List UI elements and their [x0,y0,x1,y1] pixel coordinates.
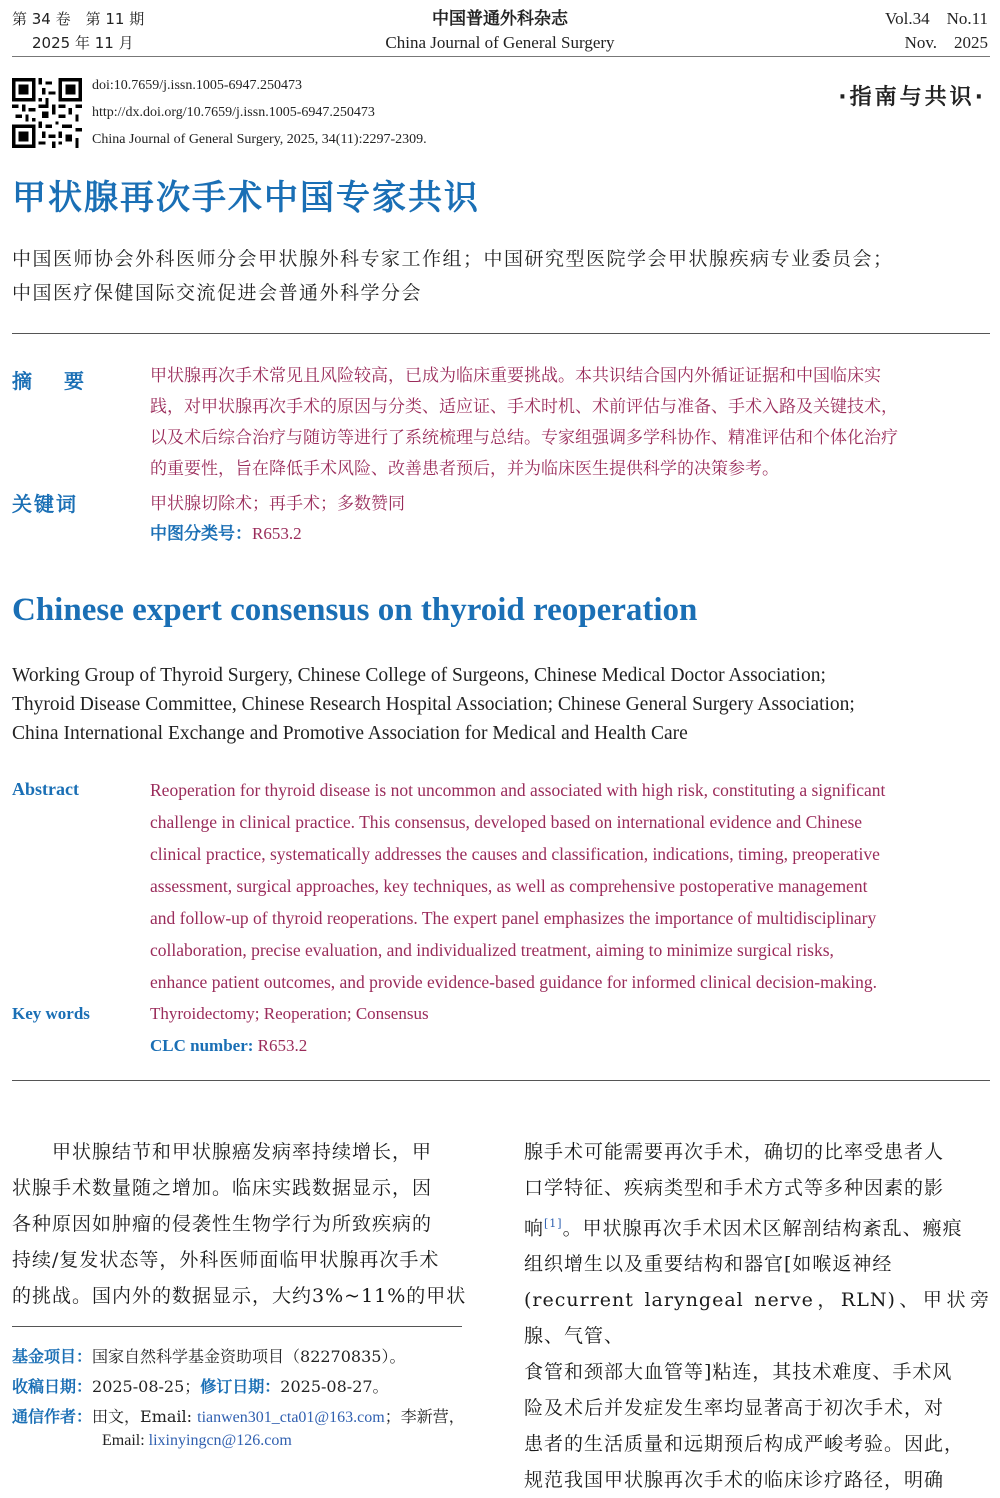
body-column-left [12,1134,478,1314]
doi-text: doi:10.7659/j.issn.1005-6947.250473 [92,78,303,93]
abstract-en-label: Abstract [12,779,79,799]
footnote-fund [12,1344,405,1367]
body-line: 甲状腺结节和甲状腺癌发病率持续增长，甲 [12,1141,433,1163]
body-line: 的挑战。国内外的数据显示，大约3%~11%的甲状 [12,1285,467,1307]
corr-sep: ；李新营， [384,1407,465,1426]
email-link-2[interactable]: lixinyingcn@126.com [148,1432,292,1449]
received-label: 收稿日期： [12,1377,93,1396]
abstract-en-line: clinical practice, systematically addresses the causes and classification, indications, timing, preoperative [150,844,880,864]
divider-top [12,333,990,334]
received-value: 2025-08-25； [92,1377,201,1396]
keywords-zh-value: 甲状腺切除术；再手术；多数赞同 [150,494,405,514]
fund-label: 基金项目： [12,1347,93,1366]
abstract-en-line: enhance patient outcomes, and provide evidence-based guidance for informed clinical decision-making. [150,972,877,992]
clc-zh [150,519,302,544]
authors-en-line2: Thyroid Disease Committee, Chinese Research Hospital Association; Chinese General Surgery Association; [12,694,855,715]
qr-code-icon [12,78,82,148]
abstract-en-line: challenge in clinical practice. This consensus, developed based on international evidence and Chinese [150,812,863,832]
email-prefix: Email: [102,1432,149,1449]
body-line: (recurrent laryngeal nerve，RLN)、甲状旁腺、气管、 [524,1289,990,1348]
body-line: 患者的生活质量和远期预后构成严峻考验。因此， [524,1433,965,1456]
body-line: 持续/复发状态等，外科医师面临甲状腺再次手术 [12,1249,440,1271]
keywords-en-value: Thyroidectomy; Reoperation; Consensus [150,1004,429,1023]
abstract-zh-line: 甲状腺再次手术常见且风险较高，已成为临床重要挑战。本共识结合国内外循证证据和中国临床实 [150,366,881,386]
abstract-en-line: assessment, surgical approaches, key techniques, as well as comprehensive postoperative management [150,876,868,896]
authors-en-line1: Working Group of Thyroid Surgery, Chinese College of Surgeons, Chinese Medical Doctor Association; [12,665,826,686]
clc-en-label: CLC number: [150,1036,254,1055]
clc-en-value: R653.2 [257,1036,308,1055]
header-journal-zh: 中国普通外科杂志 [432,9,568,29]
abstract-en-line: collaboration, precise evaluation, and individualized treatment, aiming to minimize surgical risks, [150,940,834,960]
body-line: 险及术后并发症发生率均显著高于初次手术，对 [524,1397,945,1420]
abstract-zh-body [150,361,990,485]
body-line: 口学特征、疾病类型和手术方式等多种因素的影 [524,1177,945,1199]
body-line: 腺手术可能需要再次手术，确切的比率受患者人 [524,1141,945,1163]
footnote-correspondence-2 [102,1430,292,1450]
header-month-year: Nov. 2025 [904,33,988,52]
revised-value: 2025-08-27。 [280,1377,389,1396]
body-line: 各种原因如肿瘤的侵袭性生物学行为所致疾病的 [12,1213,433,1235]
clc-zh-label: 中图分类号： [150,524,252,544]
clc-en [150,1036,307,1056]
footnote-rule [12,1326,462,1327]
body-line: 食管和颈部大血管等]粘连，其技术难度、手术风 [524,1361,953,1384]
abstract-zh-line: 的重要性，旨在降低手术风险、改善患者预后，并为临床医生提供科学的决策参考。 [150,459,779,479]
footnote-correspondence [12,1404,465,1427]
header-journal-en: China Journal of General Surgery [385,33,615,52]
abstract-zh-line: 践，对甲状腺再次手术的原因与分类、适应证、手术时机、术前评估与准备、手术入路及关键技术， [150,397,898,417]
title-zh: 甲状腺再次手术中国专家共识 [12,178,480,218]
clc-zh-value: R653.2 [252,524,302,543]
body-line: 状腺手术数量随之增加。临床实践数据显示，因 [12,1177,433,1199]
divider-bottom [12,1080,990,1081]
revised-label: 修订日期： [200,1377,281,1396]
authors-zh-line2: 中国医疗保健国际交流促进会普通外科学分会 [12,282,423,304]
header-volume-issue: 第 34 卷 第 11 期 [12,10,145,28]
body-line: 规范我国甲状腺再次手术的临床诊疗路径，明确 [524,1469,945,1492]
body-text: 响 [524,1217,545,1240]
authors-zh-line1: 中国医师协会外科医师分会甲状腺外科专家工作组；中国研究型医院学会甲状腺疾病专业委员会； [12,248,894,270]
header-date: 2025 年 11 月 [32,34,134,52]
body-line [524,1206,990,1246]
abstract-en-body [150,774,991,998]
body-line: 组织增生以及重要结构和器官[如喉返神经 [524,1253,893,1276]
header-rule [12,56,990,57]
reference-link[interactable]: [1] [544,1217,563,1230]
title-en: Chinese expert consensus on thyroid reoperation [12,592,698,628]
abstract-en-line: Reoperation for thyroid disease is not uncommon and associated with high risk, constituting a significant [150,780,886,800]
abstract-zh-line: 以及术后综合治疗与随访等进行了系统梳理与总结。专家组强调多学科协作、精准评估和个体化治疗 [150,428,898,448]
footnote-dates [12,1374,389,1397]
body-text: 。甲状腺再次手术因术区解剖结构紊乱、瘢痕 [562,1217,963,1240]
corr-label: 通信作者： [12,1407,93,1426]
keywords-zh-label: 关键词 [12,492,78,516]
authors-en-line3: China International Exchange and Promotive Association for Medical and Health Care [12,723,688,744]
doi-url-link[interactable]: http://dx.doi.org/10.7659/j.issn.1005-6947.250473 [92,105,375,120]
keywords-en-label: Key words [12,1004,90,1023]
email-link-1[interactable]: tianwen301_cta01@163.com [197,1409,385,1426]
corr-name1: 田文，Email: [92,1407,198,1426]
citation-text: China Journal of General Surgery, 2025, 34(11):2297-2309. [92,132,427,147]
abstract-zh-label: 摘 要 [12,369,90,393]
abstract-en-line: and follow-up of thyroid reoperations. The expert panel emphasizes the importance of multidisciplinary [150,908,877,928]
section-tag: ·指南与共识· [838,85,986,110]
fund-value: 国家自然科学基金资助项目（82270835）。 [92,1347,406,1366]
body-column-right [524,1134,990,1498]
header-vol-no: Vol.34 No.11 [885,9,988,28]
